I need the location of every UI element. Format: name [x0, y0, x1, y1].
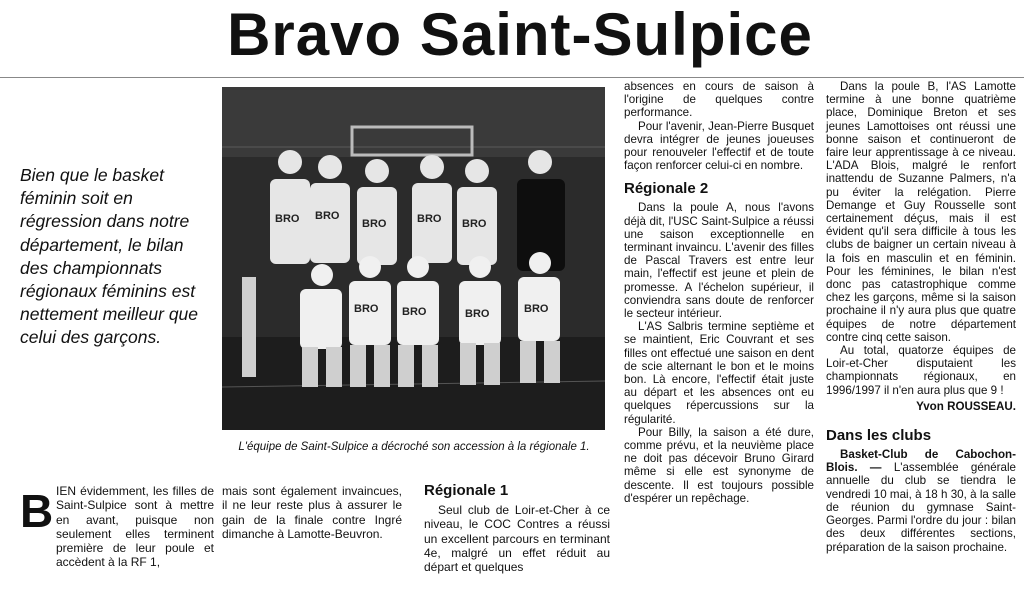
col5-p2: Au total, quatorze équipes de Loir-et-Cher disputaient les championnats régionaux, en 1996/1997 il n'en aura plus que 9 ! — [826, 344, 1016, 397]
col3-p1: Seul club de Loir-et-Cher à ce niveau, le COC Contres a réussi un excellent parcours en terminant 4e, malgré un effet réduit au départ et quelques — [424, 503, 610, 575]
col5-p3: L'assemblée générale annuelle du club se tiendra le vendredi 10 mai, à 18 h 30, à la salle de réunion du gymnase Saint-Georges. Parmi l'ordre du jour : bilan des deux différentes sections, préparation de la saison prochaine. — [826, 461, 1017, 554]
column-5 — [826, 80, 1016, 554]
svg-text:BRO: BRO — [402, 306, 427, 318]
headline: Bravo Saint-Sulpice — [227, 1, 813, 68]
svg-text:BRO: BRO — [465, 308, 490, 320]
drop-cap: B — [20, 485, 54, 537]
column-4 — [624, 80, 814, 505]
column-1 — [20, 484, 214, 570]
team-photo — [222, 87, 605, 430]
lede-intro: Bien que le basket féminin soit en régression dans notre département, le bilan des championnats régionaux féminins est nettement meilleur que celui des garçons. — [20, 165, 199, 348]
col4-p4: L'AS Salbris termine septième et se maintient, Eric Couvrant et ses filles ont effectué une saison en dent de scie alternant le bon et le moins bon. Là encore, l'effectif était juste au départ et les absences ont eu quelques répercussions sur la régularité. — [624, 320, 814, 426]
heading-regionale-1: Régionale 1 — [424, 482, 509, 499]
col4-p1: absences en cours de saison à l'origine de quelques contre performance. — [624, 80, 814, 120]
svg-text:BRO: BRO — [315, 210, 340, 222]
svg-text:BRO: BRO — [417, 213, 442, 225]
col2-text: mais sont également invaincues, il ne leur reste plus à assurer le gain de la finale contre Ingré dimanche à Lamotte-Beuvron. — [222, 484, 402, 541]
col1-text: IEN évidemment, les filles de Saint-Sulpice sont à mettre en avant, puisque non seulement elles terminent première de leur poule et accèdent à la RF 1, — [56, 484, 214, 570]
photo-caption: L'équipe de Saint-Sulpice a décroché son accession à la régionale 1. — [238, 441, 590, 453]
heading-dans-les-clubs: Dans les clubs — [826, 427, 932, 445]
svg-text:BRO: BRO — [462, 218, 487, 230]
svg-text:BRO: BRO — [524, 303, 549, 315]
heading-regionale-2: Régionale 2 — [624, 180, 709, 198]
column-2 — [222, 484, 402, 541]
col4-p2: Pour l'avenir, Jean-Pierre Busquet devra intégrer de jeunes joueuses pour renouveler l'effectif et de toute façon renforcer celui-ci en nombre. — [624, 119, 814, 173]
club-name: Basket-Club de Cabochon-Blois. — — [826, 448, 1016, 475]
col4-p3: Dans la poule A, nous l'avons déjà dit, l'USC Saint-Sulpice a réussi une saison exceptionnelle en terminant invaincu. L'avenir des filles de Pascal Travers est entre leur main, l'effectif est jeune et plein de promesse. A l'échelon supérieur, il conviendra sans doute de renforcer le secteur intérieur. — [624, 201, 814, 321]
col5-p1: Dans la poule B, l'AS Lamotte termine à une bonne quatrième place, Dominique Breton et ses jeunes Lamottoises ont réussi une bonne saison et continueront de faire leur apprentissage à ce niveau. L'ADA Blois, malgré le renfort inattendu de Suzanne Palmers, n'a pu éviter la relégation. Pierre Demange et Guy Rousselle sont certainement déçus, mais il est évident qu'il sera difficile à tous les clubs de baigner un certain niveau à la fois en masculin et en féminin. Pour les féminines, le bilan n'est donc pas catastrophique comme chez les garçons, même si la saison prochaine il n'y aura plus que quatre équipes de notre département contre cinq cette saison. — [826, 80, 1016, 344]
column-3 — [424, 478, 610, 574]
signature: Yvon ROUSSEAU. — [916, 399, 1016, 413]
svg-text:BRO: BRO — [275, 213, 300, 225]
header-rule — [0, 77, 1024, 78]
svg-text:BRO: BRO — [362, 218, 387, 230]
svg-text:BRO: BRO — [354, 303, 379, 315]
col4-p5: Pour Billy, la saison a été dure, comme prévu, et la neuvième place ne doit pas décevoir Bruno Girard même si elle est synonyme de descente. Il est toujours possible d'espérer un repêchage. — [624, 425, 814, 505]
